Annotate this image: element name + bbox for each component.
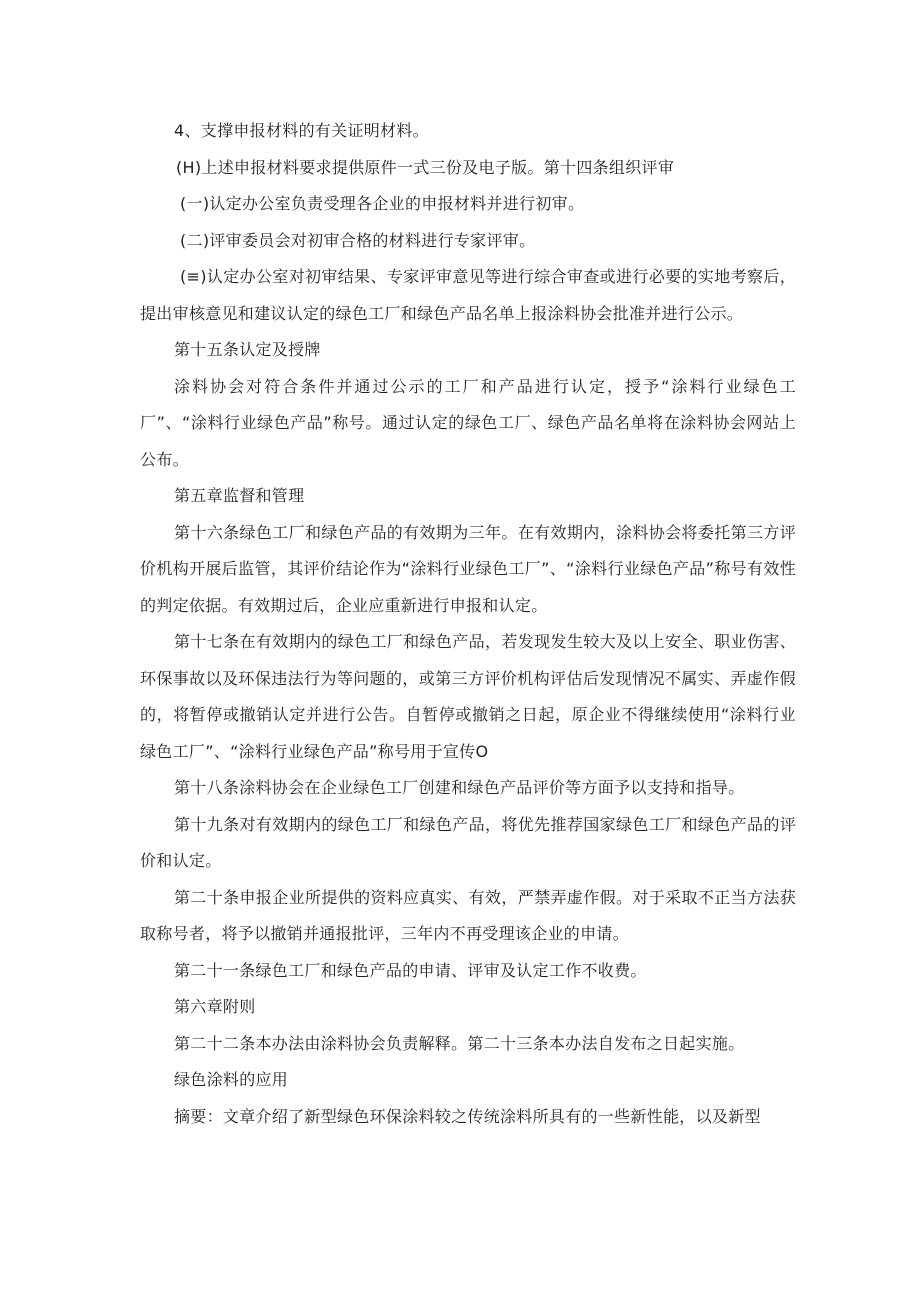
heading-chapter-5: 第五章监督和管理	[174, 486, 305, 505]
paragraph-article-22-23: 第二十二条本办法由涂料协会负责解释。第二十三条本办法自发布之日起实施。	[174, 1033, 745, 1053]
heading-article-15: 第十五条认定及授牌	[174, 340, 321, 359]
paragraph-submission-copies: (H)上述申报材料要求提供原件一式三份及电子版。第十四条组织评审	[176, 157, 675, 177]
paragraph-article-20: 第二十条申报企业所提供的资料应真实、有效，严禁弄虚作假。对于采取不正当方法获取称号者，将予以撤销并通报批评，三年内不再受理该企业的申请。	[140, 887, 796, 943]
paragraph-supporting-materials: 4、支撑申报材料的有关证明材料。	[174, 121, 429, 140]
paragraph-certification: 涂料协会对符合条件并通过公示的工厂和产品进行认定，授予“涂料行业绿色工厂”、“涂料行业绿色产品”称号。通过认定的绿色工厂、绿色产品名单将在涂料协会网站上公布。	[140, 376, 796, 469]
paragraph-abstract: 摘要：文章介绍了新型绿色环保涂料较之传统涂料所具有的一些新性能，以及新型	[174, 1106, 761, 1126]
paragraph-review-step-2: (二)评审委员会对初审合格的材料进行专家评审。	[180, 230, 536, 250]
paragraph-article-17: 第十七条在有效期内的绿色工厂和绿色产品，若发现发生较大及以上安全、职业伤害、环保事故以及环保违法行为等问题的，或第三方评价机构评估后发现情况不属实、弄虚作假的，将暂停或撤销认定并进行公告。自暂停或撤销之日起，原企业不得继续使用“涂料行业绿色工厂”、“涂料行业绿色产品”称号用于宣传O	[140, 632, 796, 761]
paragraph-article-21: 第二十一条绿色工厂和绿色产品的申请、评审及认定工作不收费。	[174, 960, 647, 980]
document-body	[140, 113, 796, 1135]
paragraph-review-step-3: (≡)认定办公室对初审结果、专家评审意见等进行综合审查或进行必要的实地考察后，提出审核意见和建议认定的绿色工厂和绿色产品名单上报涂料协会批准并进行公示。	[140, 267, 796, 323]
paragraph-review-step-1: (一)认定办公室负责受理各企业的申报材料并进行初审。	[180, 194, 585, 213]
paragraph-article-16: 第十六条绿色工厂和绿色产品的有效期为三年。在有效期内，涂料协会将委托第三方评价机构开展后监管，其评价结论作为“涂料行业绿色工厂”、“涂料行业绿色产品”称号有效性的判定依据。有效期过后，企业应重新进行申报和认定。	[140, 522, 796, 615]
paragraph-article-19: 第十九条对有效期内的绿色工厂和绿色产品，将优先推荐国家绿色工厂和绿色产品的评价和认定。	[140, 814, 796, 870]
paragraph-article-18: 第十八条涂料协会在企业绿色工厂创建和绿色产品评价等方面予以支持和指导。	[174, 778, 745, 797]
heading-green-coating-application: 绿色涂料的应用	[174, 1070, 289, 1089]
heading-chapter-6: 第六章附则	[174, 997, 256, 1016]
